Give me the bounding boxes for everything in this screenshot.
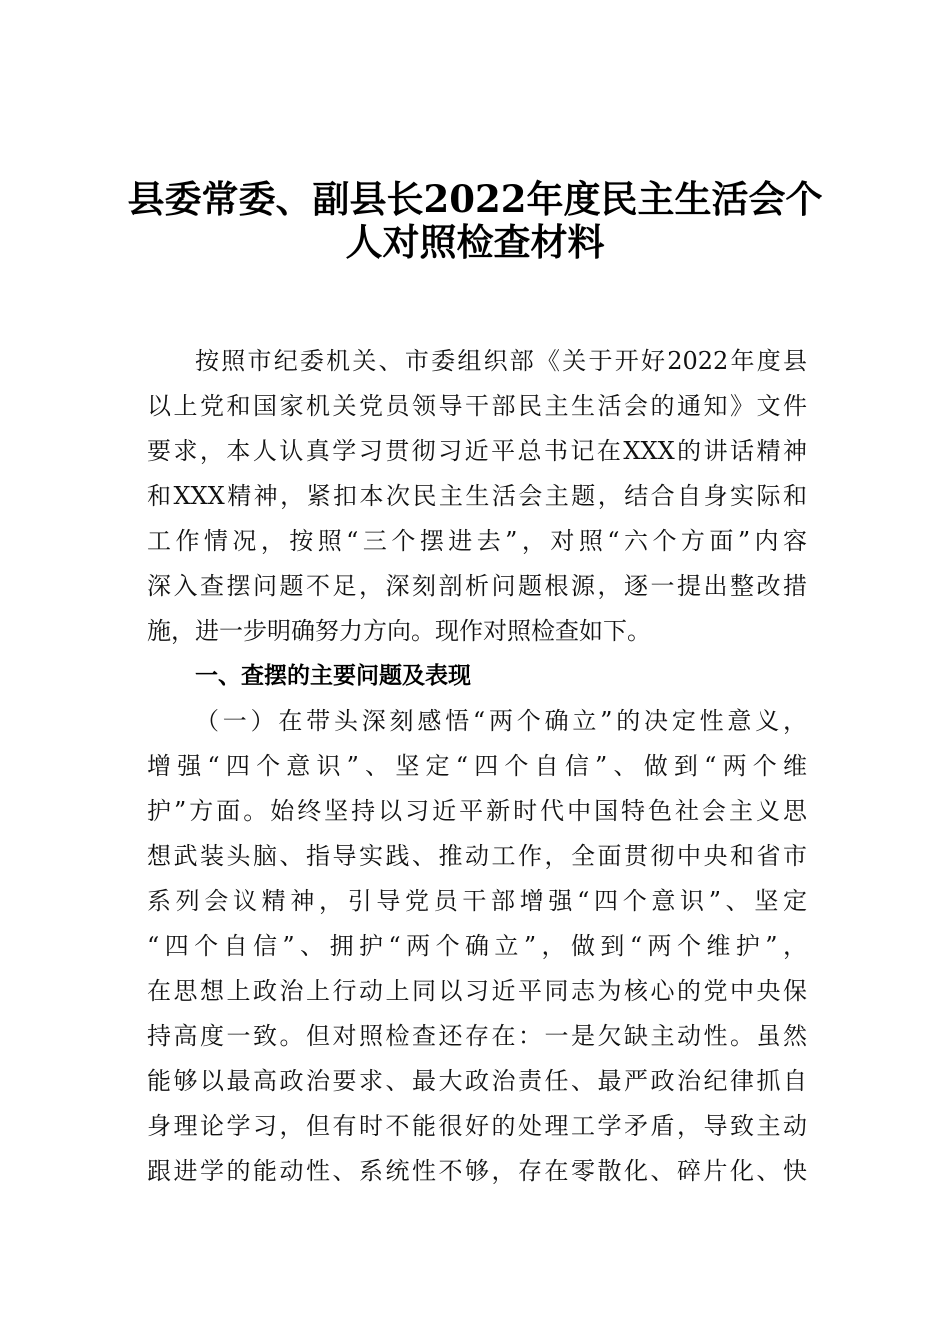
- section-heading: 一、查摆的主要问题及表现: [195, 663, 471, 689]
- section-paragraph-line: 能够以最高政治要求、最大政治责任、最严政治纪律抓自: [147, 1067, 807, 1095]
- section-paragraph-line: 想武装头脑、指导实践、推动工作，全面贯彻中央和省市: [147, 842, 807, 870]
- section-paragraph-line: （一）在带头深刻感悟“两个确立”的决定性意义，: [195, 707, 807, 735]
- intro-paragraph-line: 工作情况，按照“三个摆进去”，对照“六个方面”内容: [147, 527, 807, 555]
- document-title-line-1: 县委常委、副县长2022年度民主生活会个: [127, 177, 823, 221]
- section-paragraph-line: 护”方面。始终坚持以习近平新时代中国特色社会主义思: [147, 797, 807, 825]
- section-paragraph-line: 持高度一致。但对照检查还存在：一是欠缺主动性。虽然: [147, 1022, 807, 1050]
- section-paragraph-line: 身理论学习，但有时不能很好的处理工学矛盾，导致主动: [147, 1112, 807, 1140]
- intro-paragraph-line: 和XXX精神，紧扣本次民主生活会主题，结合自身实际和: [147, 482, 807, 510]
- section-paragraph-line: “四个自信”、拥护“两个确立”，做到“两个维护”，: [147, 932, 807, 960]
- section-paragraph-line: 增强“四个意识”、坚定“四个自信”、做到“两个维: [147, 752, 807, 780]
- section-paragraph-line: 在思想上政治上行动上同以习近平同志为核心的党中央保: [147, 977, 807, 1005]
- intro-paragraph-line: 以上党和国家机关党员领导干部民主生活会的通知》文件: [147, 392, 807, 420]
- intro-paragraph-line: 施，进一步明确努力方向。现作对照检查如下。: [147, 617, 651, 645]
- intro-paragraph-line: 要求，本人认真学习贯彻习近平总书记在XXX的讲话精神: [147, 437, 807, 465]
- document-title-line-2: 人对照检查材料: [345, 220, 605, 264]
- intro-paragraph-line: 深入查摆问题不足，深刻剖析问题根源，逐一提出整改措: [147, 572, 807, 600]
- section-paragraph-line: 系列会议精神，引导党员干部增强“四个意识”、坚定: [147, 887, 807, 915]
- intro-paragraph-line: 按照市纪委机关、市委组织部《关于开好2022年度县: [195, 347, 807, 375]
- section-paragraph-line: 跟进学的能动性、系统性不够，存在零散化、碎片化、快: [147, 1157, 807, 1185]
